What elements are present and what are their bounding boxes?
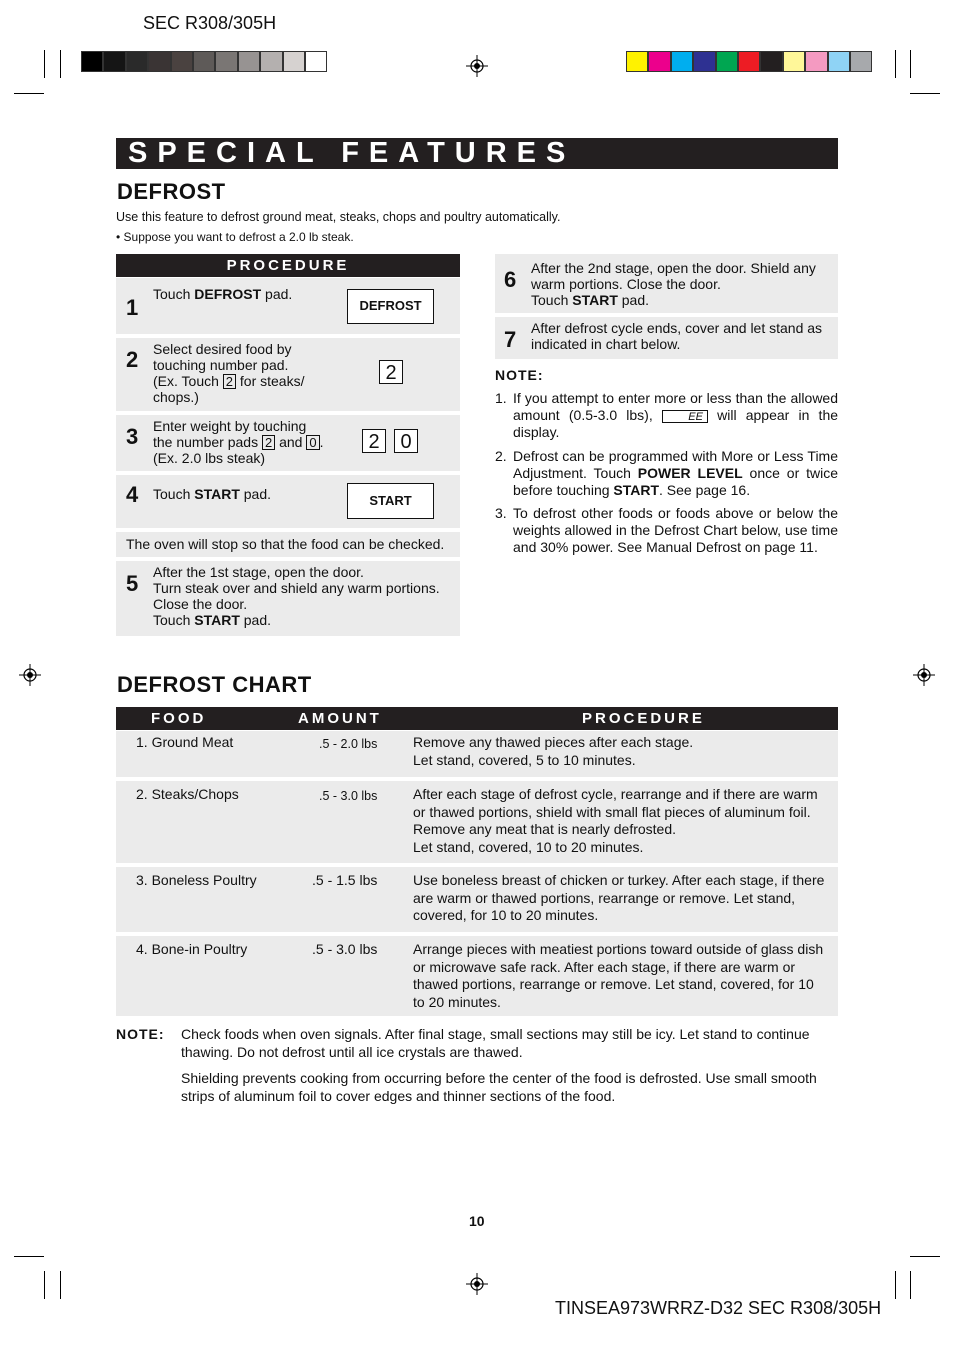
error-display-ee: EE — [662, 410, 708, 423]
step-number: 4 — [126, 482, 139, 507]
food-cell: 1. Ground Meat — [136, 734, 234, 750]
table-row — [116, 867, 838, 932]
step-number: 3 — [126, 424, 139, 449]
table-row — [116, 781, 838, 863]
start-pad-button[interactable]: START — [347, 483, 434, 519]
number-key-2: 2 — [223, 374, 236, 389]
color-swatch — [215, 51, 237, 72]
food-cell: 2. Steaks/Chops — [136, 786, 239, 802]
amount-cell: .5 - 3.0 lbs — [319, 789, 378, 803]
step-text: After the 2nd stage, open the door. Shield any warm portions. Close the door. Touch START pad. — [531, 260, 816, 308]
step-text: After the 1st stage, open the door. Turn steak over and shield any warm portions. Close the door. Touch START pad. — [153, 564, 440, 628]
color-swatch — [693, 51, 715, 72]
color-swatch — [193, 51, 215, 72]
bottom-note-label: NOTE: — [116, 1026, 165, 1042]
step-text: Touch DEFROST pad. — [153, 286, 293, 302]
defrost-pad-button[interactable]: DEFROST — [347, 289, 434, 324]
step-number: 1 — [126, 295, 139, 320]
number-pad-2[interactable]: 2 — [362, 429, 386, 453]
procedure-header: PROCEDURE — [116, 254, 460, 277]
column-header-procedure: PROCEDURE — [582, 710, 705, 727]
page-title: SPECIAL FEATURES — [116, 138, 838, 169]
color-swatch — [81, 51, 103, 72]
color-swatch — [783, 51, 805, 72]
step-number: 7 — [504, 327, 517, 352]
table-row — [116, 936, 838, 1016]
header-model-code: SEC R308/305H — [143, 13, 277, 33]
color-swatch — [828, 51, 850, 72]
footer-model-code: TINSEA973WRRZ-D32 SEC R308/305H — [555, 1298, 882, 1318]
step-number: 2 — [126, 347, 139, 372]
registration-mark-icon — [466, 55, 488, 77]
defrost-intro: Use this feature to defrost ground meat, steaks, chops and poultry automatically. — [116, 210, 561, 224]
note-item-1: 1. If you attempt to enter more or less than the allowed amount (0.5-3.0 lbs), EE will appear in the display. — [495, 390, 839, 440]
color-swatch — [850, 51, 872, 72]
bottom-note-paragraph-1: Check foods when oven signals. After final stage, small sections may still be icy. Let stand to continue thawing. Do not defrost until all ice crystals are thawed. — [181, 1026, 810, 1060]
step-2 — [116, 338, 460, 411]
color-swatch — [260, 51, 282, 72]
defrost-heading: DEFROST — [117, 179, 226, 204]
step-5 — [116, 561, 460, 636]
color-swatch — [171, 51, 193, 72]
color-swatch — [305, 51, 327, 72]
color-swatch — [283, 51, 305, 72]
step-number: 6 — [504, 267, 517, 292]
step-6 — [495, 254, 838, 313]
registration-mark-icon — [19, 664, 41, 686]
note-heading: NOTE: — [495, 367, 544, 383]
color-swatch — [760, 51, 782, 72]
color-swatch — [648, 51, 670, 72]
step-text: Touch START pad. — [153, 486, 272, 502]
page-number: 10 — [469, 1213, 485, 1229]
step-text: After defrost cycle ends, cover and let stand as indicated in chart below. — [531, 320, 823, 352]
color-swatch — [148, 51, 170, 72]
step-7 — [495, 317, 838, 359]
step-4 — [116, 475, 460, 528]
oven-stop-message — [116, 532, 460, 557]
registration-mark-icon — [913, 664, 935, 686]
color-swatch — [671, 51, 693, 72]
color-swatch — [103, 51, 125, 72]
amount-cell: .5 - 2.0 lbs — [319, 737, 378, 751]
column-header-food: FOOD — [151, 710, 207, 727]
step-1 — [116, 278, 460, 334]
note-item-3: 3. To defrost other foods or foods above or below the weights allowed in the Defrost Chart below, use time and 30% power. See Manual Defrost on page 11. — [495, 505, 838, 555]
column-header-amount: AMOUNT — [298, 710, 382, 727]
oven-stop-text: The oven will stop so that the food can be checked. — [126, 536, 445, 552]
amount-cell: .5 - 3.0 lbs — [312, 941, 378, 957]
procedure-cell: Arrange pieces with meatiest portions toward outside of glass dish or microwave safe rack. After each stage, if there are warm or thawed portions, rearrange or remove. Let stand, covered, for 10 to 20 minutes. — [413, 941, 824, 1010]
step-number: 5 — [126, 571, 139, 596]
food-cell: 4. Bone-in Poultry — [136, 941, 248, 957]
procedure-cell: Remove any thawed pieces after each stage. Let stand, covered, 5 to 10 minutes. — [413, 734, 694, 768]
color-swatch — [716, 51, 738, 72]
defrost-example-bullet: • Suppose you want to defrost a 2.0 lb steak. — [116, 230, 354, 244]
color-swatch — [738, 51, 760, 72]
step-3 — [116, 415, 460, 471]
color-swatch — [626, 51, 648, 72]
procedure-cell: After each stage of defrost cycle, rearrange and if there are warm or thawed portions, shield with small flat pieces of aluminum foil. Remove any meat that is nearly defrosted. Let stand, covered, 10 to 20 minutes. — [413, 786, 818, 855]
registration-mark-icon — [466, 1273, 488, 1295]
color-swatch — [238, 51, 260, 72]
number-pad-0[interactable]: 0 — [394, 429, 418, 453]
chart-header-row — [116, 707, 838, 730]
step-text: Select desired food by touching number pad. (Ex. Touch 2 for steaks/ chops.) — [153, 341, 305, 405]
defrost-chart-heading: DEFROST CHART — [117, 672, 312, 697]
color-swatch — [805, 51, 827, 72]
amount-cell: .5 - 1.5 lbs — [312, 872, 378, 888]
procedure-cell: Use boneless breast of chicken or turkey. After each stage, if there are warm or thawed portions, rearrange or remove. Let stand, covered, for 10 to 20 minutes. — [413, 872, 825, 923]
bottom-note-paragraph-2: Shielding prevents cooking from occurring before the center of the food is defrosted. Use small smooth strips of aluminum foil to cover edges and thinner sections of the food. — [181, 1070, 817, 1104]
number-pad-2[interactable]: 2 — [379, 360, 403, 384]
table-row — [116, 731, 838, 777]
color-swatch — [126, 51, 148, 72]
step-text: Enter weight by touching the number pads 2 and 0 . (Ex. 2.0 lbs steak) — [153, 418, 324, 466]
food-cell: 3. Boneless Poultry — [136, 872, 257, 888]
note-item-2: 2. Defrost can be programmed with More or Less Time Adjustment. Touch POWER LEVEL once or twice before touching START. See page 16. — [495, 448, 838, 498]
